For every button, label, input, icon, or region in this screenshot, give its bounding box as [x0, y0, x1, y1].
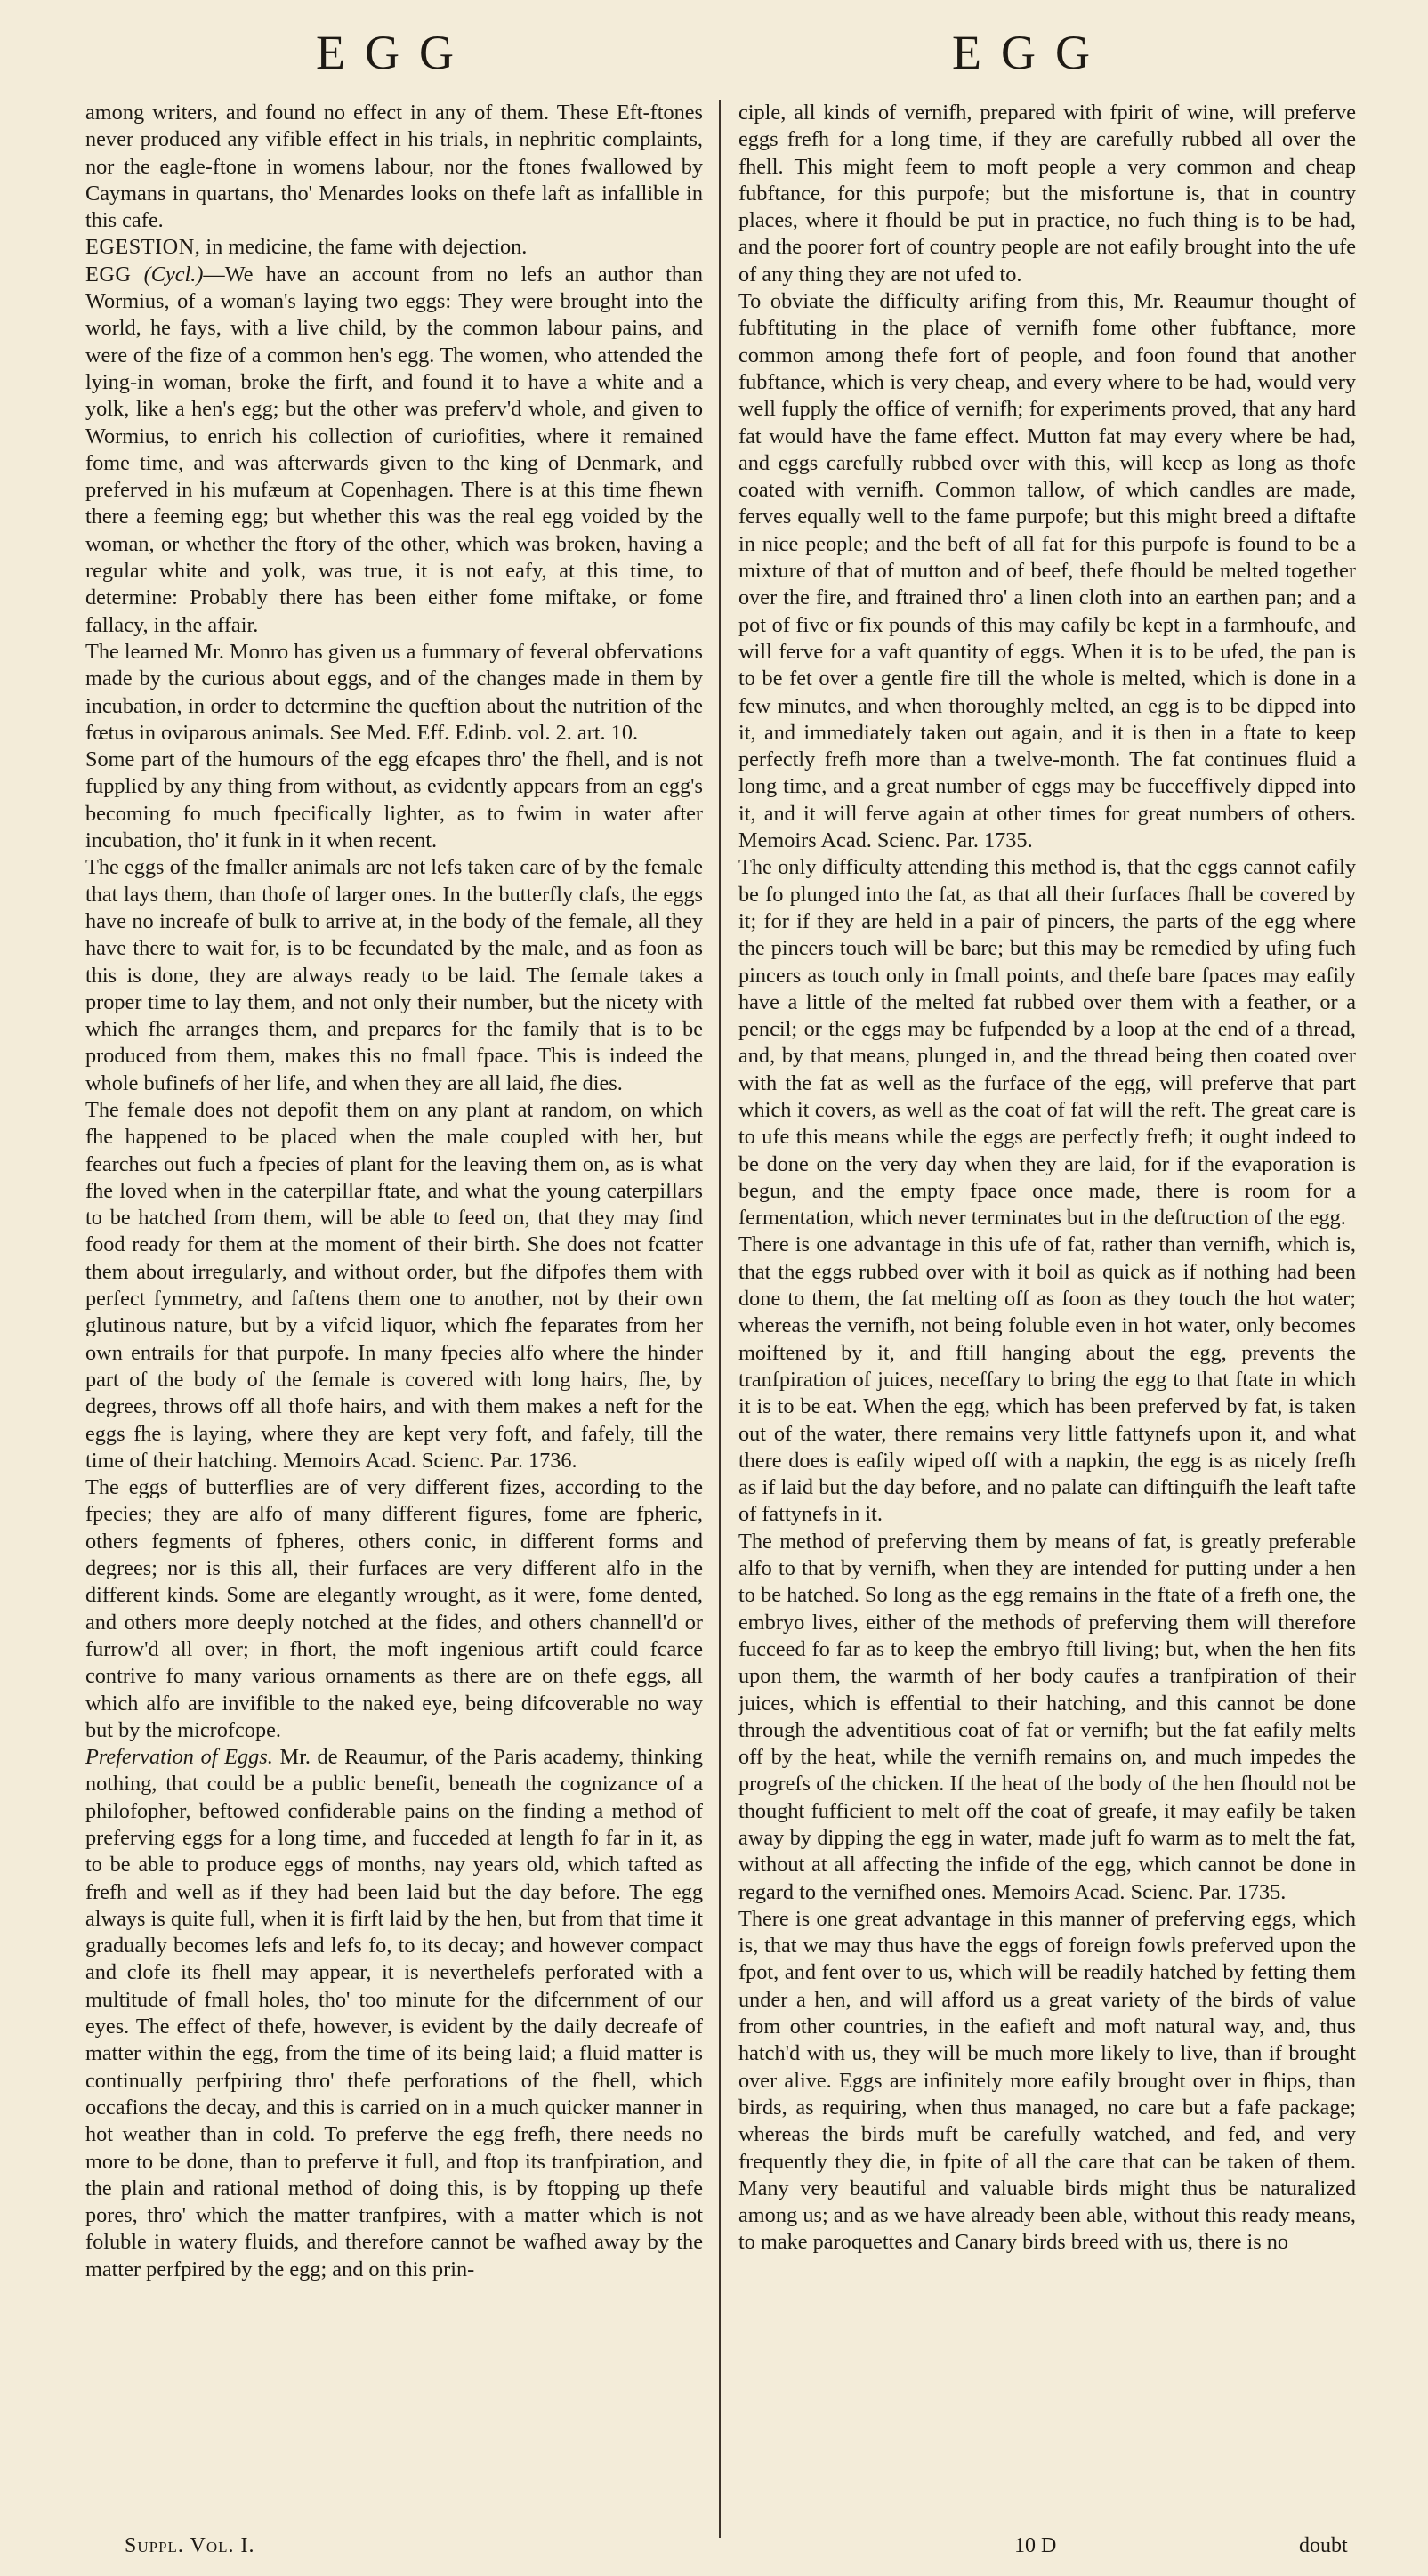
left-column — [85, 100, 703, 2502]
paragraph: The learned Mr. Monro has given us a fummary of feveral obfervations made by the curious about eggs, and of the changes made in them by incubation, in order to determine the queftion about the nutrition of the fœtus in oviparous animals. See Med. Eff. Edinb. vol. 2. art. 10. — [85, 639, 703, 745]
paragraph: The eggs of butterflies are of very different fizes, according to the fpecies; they are alfo of many different figures, fome are fpheric, others fegments of fpheres, others conic, in different forms and degrees; nor is this all, their furfaces are very different alfo in the different kinds. Some are elegantly wrought, as it were, fome dented, and others more deeply notched at the fides, and others channell'd or furrow'd all over; in fhort, the moft ingenious artift could fcarce contrive fo many various ornaments as there are on thefe eggs, all which alfo are invifible to the naked eye, being difcoverable no way but by the microfcope. — [85, 1475, 703, 1742]
footer-volume: Suppl. Vol. I. — [125, 2534, 255, 2557]
footer-signature: 10 D — [1014, 2534, 1057, 2557]
paragraph: The method of preferving them by means of fat, is greatly preferable alfo to that by vernifh, when they are intended for putting under a hen to be hatched. So long as the egg remains in the ftate of a frefh one, the embryo lives, either of the methods of preferving them will therefore fucceed fo far as to keep the embryo ftill living; but, when the hen fits upon them, the warmth of her body caufes a tranfpiration of their juices, which is effential to their hatching, and this cannot be done through the adventitious coat of fat or vernifh; but the fat eafily melts off by the heat, while the vernifh remains on, and much impedes the progrefs of the chicken. If the heat of the body of the hen fhould not be thought fufficient to melt off the coat of greafe, it may eafily be taken away by dipping the egg in water, made juft fo warm as to melt the fat, without at all affecting the infide of the egg, which cannot be done in regard to the vernifhed ones. Memoirs Acad. Scienc. Par. 1735. — [738, 1529, 1356, 1904]
paragraph: The female does not depofit them on any plant at random, on which fhe happened to be placed when the male coupled with her, but fearches out fuch a fpecies of plant for the leaving them on, as is what fhe loved when in the caterpillar ftate, and what the young caterpillars to be hatched from them, will be able to feed on, that they may find food ready for them at the moment of their birth. She does not fcatter them about irregularly, and without order, but fhe difpofes them with perfect fymmetry, and faftens them one to another, not by their own glutinous nature, but by a vifcid liquor, which fhe feparates from her own entrails for that purpofe. In many fpecies alfo where the hinder part of the body of the female is covered with long hairs, fhe, by degrees, throws off all thofe hairs, and with them makes a neft for the eggs fhe is laying, where they are kept very foft, and fafely, till the time of their hatching. Memoirs Acad. Scienc. Par. 1736. — [85, 1097, 703, 1473]
footer-catchword: doubt — [1299, 2534, 1348, 2557]
paragraph: EGG (Cycl.)—We have an account from no lefs an author than Wormius, of a woman's laying two eggs: They were brought into the world, he fays, with a live child, by the common labour pains, and were of the fize of a common hen's egg. The women, who attended the lying-in woman, broke the firft, and found it to have a white and a yolk, like a hen's egg; but the other was preferv'd whole, and given to Wormius, to enrich his collection of curiofities, where it remained fome time, and was afterwards given to the king of Denmark, and preferved in his mufæum at Copenhagen. There is at this time fhewn there a feeming egg; but whether this was the real egg voided by the woman, or whether the ftory of the other, which was broken, having a regular white and yolk, was true, it is not eafy, at this time, to determine: Probably there has been either fome miftake, or fome fallacy, in the affair. — [85, 262, 703, 637]
entry-heading: EGG — [85, 262, 132, 287]
paragraph: Some part of the humours of the egg efcapes thro' the fhell, and is not fupplied by any thing from without, as evidently appears from an egg's becoming fo much fpecifically lighter, as to fwim in water after incubation, tho' it funk in it when recent. — [85, 747, 703, 853]
paragraph: EGESTION, in medicine, the fame with dejection. — [85, 235, 528, 260]
right-column — [738, 100, 1356, 2502]
entry-heading: EGESTION, — [85, 235, 201, 260]
running-head-right: EGG — [952, 26, 1109, 79]
paragraph: Prefervation of Eggs. Mr. de Reaumur, of the Paris academy, thinking nothing, that could be a public benefit, beneath the cognizance of a philofopher, beftowed confiderable pains on the finding a method of preferving eggs for a long time, and fucceded at length fo far in it, as to be able to produce eggs of months, nay years old, which tafted as frefh and well as if they had been laid but the day before. The egg always is quite full, when it is firft laid by the hen, but from that time it gradually becomes lefs and lefs fo, to its decay; and however compact and clofe its fhell may appear, it is neverthelefs perforated with a multitude of fmall holes, tho' too minute for the difcernment of our eyes. The effect of thefe, however, is evident by the daily decreafe of matter within the egg, from the time of its being laid; a fluid matter is continually perfpiring thro' thefe perforations of the fhell, which occafions the decay, and this is carried on in a much quicker manner in hot weather than in cold. To preferve the egg frefh, there needs no more to be done, than to preferve it full, and ftop its tranfpiration, and the plain and rational method of doing this, is by ftopping up thefe pores, thro' which the matter tranfpires, with a matter which is not foluble in watery fluids, and therefore cannot be wafhed away by the matter perfpired by the egg; and on this prin- — [85, 1745, 703, 2281]
subentry-heading: Prefervation of Eggs. — [85, 1745, 273, 1770]
paragraph: The only difficulty attending this method is, that the eggs cannot eafily be fo plunged into the fat, as that all their furfaces fhall be covered by it; for if they are held in a pair of pincers, the parts of the egg where the pincers touch will be bare; but this may be remedied by ufing fuch pincers as touch only in fmall points, and thefe bare fpaces may eafily have a little of the melted fat rubbed over them with a feather, or a pencil; or the eggs may be fufpended by a loop at the end of a thread, and, by that means, plunged in, and the thread being then coated over with the fat as well as the furface of the egg, will preferve that part which it covers, as well as the coat of fat will the reft. The great care is to ufe this means while the eggs are perfectly frefh; it ought indeed to be done on the very day when they are laid, for if the evaporation is begun, and the empty fpace once made, there is room for a fermentation, which never terminates but in the deftruction of the egg. — [738, 855, 1356, 1231]
column-divider — [719, 100, 721, 2538]
running-head-left: EGG — [316, 26, 473, 79]
paragraph: To obviate the difficulty arifing from this, Mr. Reaumur thought of fubftituting in the place of vernifh fome other fubftance, more common among thefe fort of people, and foon found that another fubftance, which is very cheap, and every where to be had, would very well fupply the office of vernifh; for experiments proved, that any hard fat would have the fame effect. Mutton fat may every where be had, and eggs carefully rubbed over with this, will keep as long as thofe coated with vernifh. Common tallow, of which candles are made, ferves equally well to the fame purpofe; but this might breed a diftafte in nice people; and the beft of all fat for this purpofe is found to be a mixture of that of mutton and of beef, thefe fhould be melted together over the fire, and ftrained thro' a linen cloth into an earthen pan; and a pot of five or fix pounds of this may eafily be kept in a farmhoufe, and will ferve for a vaft quantity of eggs. When it is to be ufed, the pan is to be fet over a gentle fire till the whole is melted, which is done in a few minutes, and when thoroughly melted, an egg is to be dipped into it, and immediately taken out again, and it is then in a ftate to keep perfectly frefh more than a twelve-month. The fat continues fluid a long time, and a great number of eggs may be fucceffively dipped into it, and it will ferve again at other times for great numbers of others. Memoirs Acad. Scienc. Par. 1735. — [738, 289, 1356, 853]
paragraph: There is one great advantage in this manner of preferving eggs, which is, that we may thus have the eggs of foreign fowls preferved upon the fpot, and fent over to us, which will be readily hatched by fetting them under a hen, and will afford us a great variety of the birds of value from other countries, in the eafieft and moft natural way, and, thus hatch'd with us, they will be much more likely to live, than if brought over alive. Eggs are infinitely more eafily brought over in fhips, than birds, as requiring, when thus managed, no care but a fafe package; whereas the birds muft be carefully watched, and fed, and very frequently they die, in fpite of all the care that can be taken of them. Many very beautiful and valuable birds might thus be naturalized among us; and as we have already been able, without this ready means, to make paroquettes and Canary birds breed with us, there is no — [738, 1906, 1356, 2255]
paragraph: There is one advantage in this ufe of fat, rather than vernifh, which is, that the eggs rubbed over with it boil as quick as if nothing had been done to them, the fat melting off as foon as they touch the hot water; whereas the vernifh, not being foluble even in hot water, only becomes moiftened by it, and ftill hanging about the egg, prevents the tranfpiration of juices, neceffary to bring the egg to that ftate in which it is to be eat. When the egg, which has been preferved by fat, is taken out of the water, there remains very little fattynefs upon it, and what there does is eafily wiped off with a napkin, the egg is as nicely frefh as if laid but the day before, and no palate can diftinguifh the leaft tafte of fattynefs in it. — [738, 1232, 1356, 1527]
paragraph: The eggs of the fmaller animals are not lefs taken care of by the female that lays them, than thofe of larger ones. In the butterfly clafs, the eggs have no increafe of bulk to arrive at, in the body of the female, all they have there to wait for, is to be fecundated by the male, and as foon as this is done, they are always ready to be laid. The female takes a proper time to lay them, and not only their number, but the nicety with which fhe arranges them, and prepares for the family that is to be produced from them, makes this no fmall fpace. This is indeed the whole bufinefs of her life, and when they are all laid, fhe dies. — [85, 855, 703, 1095]
paragraph: among writers, and found no effect in any of them. These Eft-ftones never produced any vifible effect in his trials, in nephritic complaints, nor the eagle-ftone in womens labour, nor the ftones fwallowed by Caymans in quartans, tho' Menardes looks on thefe laft as infallible in this cafe. — [85, 101, 703, 233]
cycl-note: (Cycl.) — [143, 262, 204, 287]
paragraph: ciple, all kinds of vernifh, prepared with fpirit of wine, will preferve eggs frefh for a long time, if they are carefully rubbed all over the fhell. This might feem to moft people a very common and cheap fubftance, for this purpofe; but the misfortune is, that in country places, where it fhould be put in practice, no fuch thing is to be had, and the poorer fort of country people are not eafily brought into the ufe of any thing they are not ufed to. — [738, 101, 1356, 287]
